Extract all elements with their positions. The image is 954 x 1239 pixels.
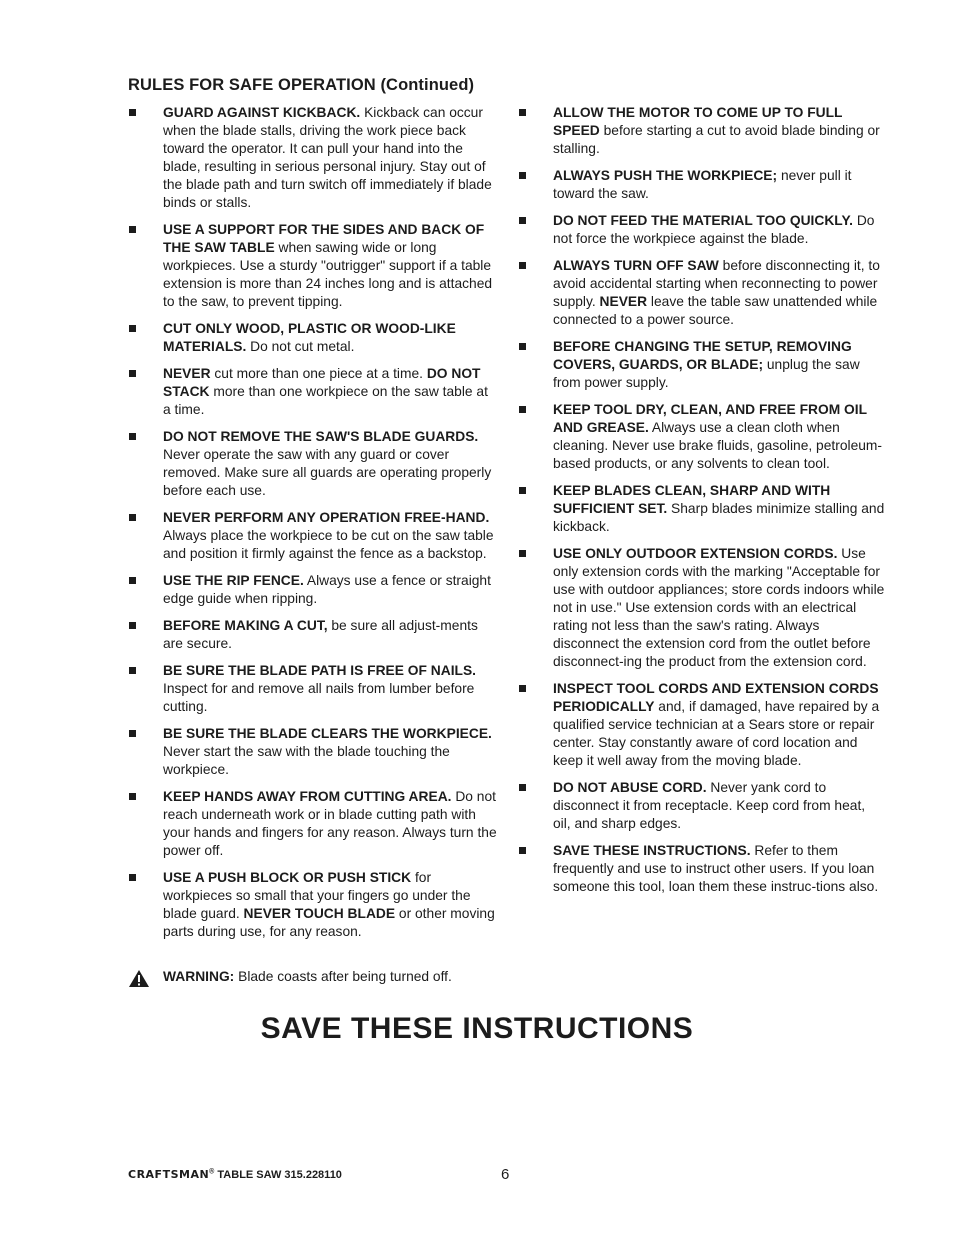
rule-text: Always use a fence or straight edge guide when ripping. (163, 573, 491, 606)
rule-bold-text: BE SURE THE BLADE PATH IS FREE OF NAILS. (163, 663, 477, 678)
bullet-square-icon (129, 325, 136, 332)
rule-item (128, 104, 498, 212)
rule-text: Do not cut metal. (246, 339, 355, 354)
warning-text: Blade coasts after being turned off. (234, 969, 452, 984)
rule-text: before disconnecting it, to avoid accidental starting when reconnecting to power supply. (553, 258, 880, 309)
bullet-square-icon (519, 406, 526, 413)
rule-bold-text: DO NOT STACK (163, 366, 481, 399)
rule-bold-text: KEEP TOOL DRY, CLEAN, AND FREE FROM OIL AND GREASE. (553, 402, 867, 435)
rule-item (518, 482, 886, 536)
rule-text: Kickback can occur when the blade stalls, driving the work piece back toward the operator. It can pull your hand into the blade, resulting in serious personal injury. Stay out of the blade path and turn switch off immediately if blade binds or stalls. (163, 105, 492, 210)
rule-bold-text: BEFORE CHANGING THE SETUP, REMOVING COVERS, GUARDS, OR BLADE; (553, 339, 852, 372)
rule-text: Do not reach underneath work or in blade cutting path with your hands and fingers for any reason. Always turn the power off. (163, 789, 497, 858)
bullet-square-icon (519, 172, 526, 179)
bullet-square-icon (129, 514, 136, 521)
rule-text: Use only extension cords with the marking "Acceptable for use with outdoor appliances; store cords indoors while not in use." Use extension cords with an electrical rating not less than the saw's rating. Always disconnect the extension cord from the outlet before disconnect-ing the product from the extension cord. (553, 546, 885, 669)
rule-item (128, 869, 498, 941)
bullet-square-icon (129, 667, 136, 674)
warning-line (128, 968, 543, 986)
rule-text: Never yank cord to disconnect it from receptacle. Keep cord from heat, oil, and sharp edges. (553, 780, 866, 831)
bullet-square-icon (129, 577, 136, 584)
rule-bold-text: GUARD AGAINST KICKBACK. (163, 105, 361, 120)
brand-logo: CRAFTSMAN (128, 1168, 210, 1181)
rule-bold-text: NEVER (599, 294, 648, 309)
rule-item (128, 617, 498, 653)
rule-item (518, 779, 886, 833)
save-instructions-title: SAVE THESE INSTRUCTIONS (260, 1012, 694, 1045)
rule-item (518, 545, 886, 671)
rule-bold-text: DO NOT REMOVE THE SAW'S BLADE GUARDS. (163, 429, 479, 444)
bullet-square-icon (129, 793, 136, 800)
page-heading: RULES FOR SAFE OPERATION (Continued) (128, 76, 475, 94)
rule-text: before starting a cut to avoid blade binding or stalling. (553, 123, 880, 156)
rule-text: Inspect for and remove all nails from lumber before cutting. (163, 681, 475, 714)
rule-item (518, 401, 886, 473)
bullet-square-icon (129, 874, 136, 881)
rule-text: Refer to them frequently and use to instruct other users. If you loan someone this tool, loan them these instruc-tions also. (553, 843, 879, 894)
rule-item (518, 680, 886, 770)
rule-bold-text: INSPECT TOOL CORDS AND EXTENSION CORDS PERIODICALLY (553, 681, 879, 714)
rule-item (128, 572, 498, 608)
rule-text: when sawing wide or long workpieces. Use a sturdy "outrigger" support if a table extension is more than 24 inches long and is attached to the saw, to prevent tipping. (163, 240, 493, 309)
bullet-square-icon (129, 226, 136, 233)
rule-bold-text: USE ONLY OUTDOOR EXTENSION CORDS. (553, 546, 838, 561)
bullet-square-icon (129, 730, 136, 737)
bullet-square-icon (519, 487, 526, 494)
rule-text: for workpieces so small that your fingers go under the blade guard. (163, 870, 471, 921)
rule-bold-text: KEEP HANDS AWAY FROM CUTTING AREA. (163, 789, 452, 804)
rule-bold-text: BEFORE MAKING A CUT, (163, 618, 328, 633)
page-number: 6 (501, 1166, 510, 1183)
rule-text: never pull it toward the saw. (553, 168, 852, 201)
rule-item (128, 662, 498, 716)
rule-text: Never operate the saw with any guard or cover removed. Make sure all guards are operating properly before each use. (163, 447, 492, 498)
footer (128, 1168, 342, 1181)
left-column (128, 104, 498, 950)
bullet-square-icon (519, 262, 526, 269)
rule-text: Sharp blades minimize stalling and kickback. (553, 501, 885, 534)
rule-item (518, 104, 886, 158)
rule-text: and, if damaged, have repaired by a qualified service technician at a Sears store or repair center. Stay constantly aware of cord location and keep it well away from the moving blade. (553, 699, 880, 768)
bullet-square-icon (129, 370, 136, 377)
rule-bold-text: USE A SUPPORT FOR THE SIDES AND BACK OF THE SAW TABLE (163, 222, 485, 255)
rule-bold-text: NEVER PERFORM ANY OPERATION FREE-HAND. (163, 510, 490, 525)
rule-text: Never start the saw with the blade touching the workpiece. (163, 744, 450, 777)
rule-item (128, 725, 498, 779)
rule-text: leave the table saw unattended while connected to a power source. (553, 294, 878, 327)
bullet-square-icon (129, 622, 136, 629)
left-rules-list (128, 104, 498, 941)
right-rules-list (518, 104, 886, 896)
rule-bold-text: ALWAYS PUSH THE WORKPIECE; (553, 168, 778, 183)
bullet-square-icon (519, 847, 526, 854)
rule-text: cut more than one piece at a time. (210, 366, 427, 381)
registered-mark: ® (209, 1168, 215, 1176)
footer-model: TABLE SAW 315.228110 (214, 1169, 342, 1181)
rule-bold-text: NEVER (163, 366, 211, 381)
rule-bold-text: USE THE RIP FENCE. (163, 573, 304, 588)
rule-bold-text: CUT ONLY WOOD, PLASTIC OR WOOD-LIKE MATERIALS. (163, 321, 456, 354)
rule-bold-text: DO NOT FEED THE MATERIAL TOO QUICKLY. (553, 213, 853, 228)
rule-text: Do not force the workpiece against the blade. (553, 213, 875, 246)
rule-item (128, 365, 498, 419)
bullet-square-icon (129, 433, 136, 440)
bullet-square-icon (519, 109, 526, 116)
rule-bold-text: NEVER TOUCH BLADE (243, 906, 396, 921)
rule-bold-text: BE SURE THE BLADE CLEARS THE WORKPIECE. (163, 726, 492, 741)
right-column (518, 104, 886, 905)
rule-item (128, 428, 498, 500)
rule-item (518, 842, 886, 896)
rule-item (128, 788, 498, 860)
rule-item (518, 167, 886, 203)
rule-bold-text: ALLOW THE MOTOR TO COME UP TO FULL SPEED (553, 105, 843, 138)
rule-text: be sure all adjust-ments are secure. (163, 618, 478, 651)
warning-triangle-icon (128, 969, 150, 988)
rule-bold-text: DO NOT ABUSE CORD. (553, 780, 707, 795)
rule-text: or other moving parts during use, for any reason. (163, 906, 495, 939)
bullet-square-icon (519, 550, 526, 557)
rule-bold-text: USE A PUSH BLOCK OR PUSH STICK (163, 870, 412, 885)
rule-bold-text: ALWAYS TURN OFF SAW (553, 258, 719, 273)
rule-item (128, 509, 498, 563)
rule-text: more than one workpiece on the saw table at a time. (163, 384, 488, 417)
rule-item (518, 257, 886, 329)
rule-item (128, 221, 498, 311)
rule-item (518, 212, 886, 248)
rule-item (128, 320, 498, 356)
rule-text: unplug the saw from power supply. (553, 357, 860, 390)
bullet-square-icon (129, 109, 136, 116)
rule-text: Always place the workpiece to be cut on the saw table and position it firmly against the fence as a backstop. (163, 528, 494, 561)
rule-bold-text: KEEP BLADES CLEAN, SHARP AND WITH SUFFICIENT SET. (553, 483, 831, 516)
bullet-square-icon (519, 784, 526, 791)
rule-item (518, 338, 886, 392)
bullet-square-icon (519, 343, 526, 350)
rule-text: Always use a clean cloth when cleaning. Never use brake fluids, gasoline, petroleum-based products, or any solvents to clean tool. (553, 420, 883, 471)
bullet-square-icon (519, 217, 526, 224)
warning-label: WARNING: (163, 969, 235, 984)
rule-bold-text: SAVE THESE INSTRUCTIONS. (553, 843, 751, 858)
bullet-square-icon (519, 685, 526, 692)
